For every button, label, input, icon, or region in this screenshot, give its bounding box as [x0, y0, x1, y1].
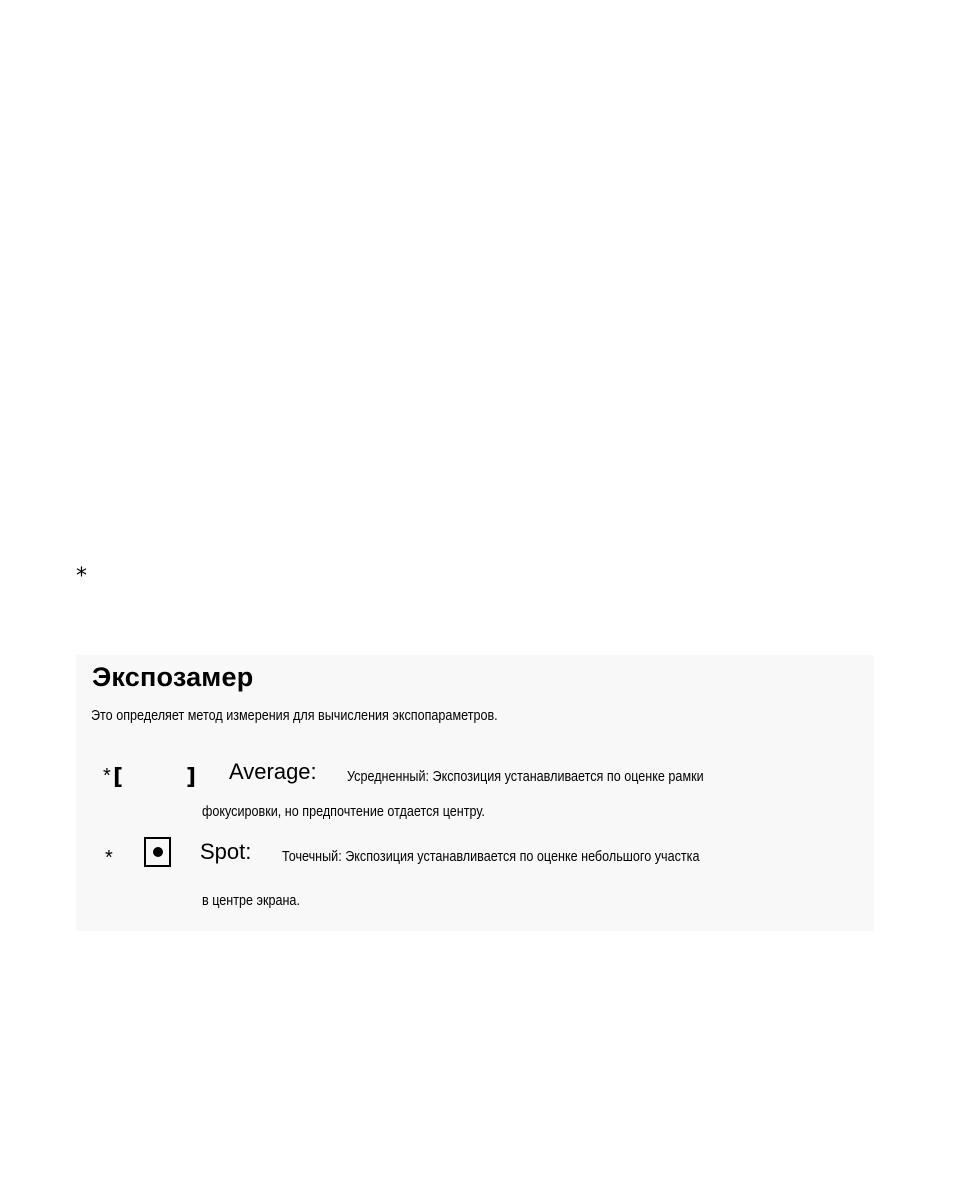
section-intro: Это определяет метод измерения для вычисления экспопараметров.	[91, 707, 498, 724]
option-average-description-line2: фокусировки, но предпочтение отдается центру.	[202, 803, 485, 820]
option-spot-marker: *	[105, 847, 113, 869]
option-spot-description-line2: в центре экрана.	[202, 892, 300, 909]
average-metering-bracket-close-icon: ]	[186, 765, 197, 790]
option-average-marker: *	[103, 765, 111, 787]
option-average-description-line1: Усредненный: Экспозиция устанавливается по оценке рамки	[347, 768, 704, 785]
spot-metering-icon	[144, 837, 171, 867]
option-spot-description-line1: Точечный: Экспозиция устанавливается по оценке небольшого участка	[282, 848, 700, 865]
metering-section	[76, 655, 874, 931]
average-metering-bracket-open-icon: [	[113, 765, 124, 790]
option-spot-name: Spot:	[200, 839, 252, 864]
spot-metering-dot-icon	[153, 847, 163, 857]
option-average-name: Average:	[229, 759, 317, 784]
stray-asterisk: *	[76, 564, 87, 589]
section-title: Экспозамер	[92, 662, 254, 692]
